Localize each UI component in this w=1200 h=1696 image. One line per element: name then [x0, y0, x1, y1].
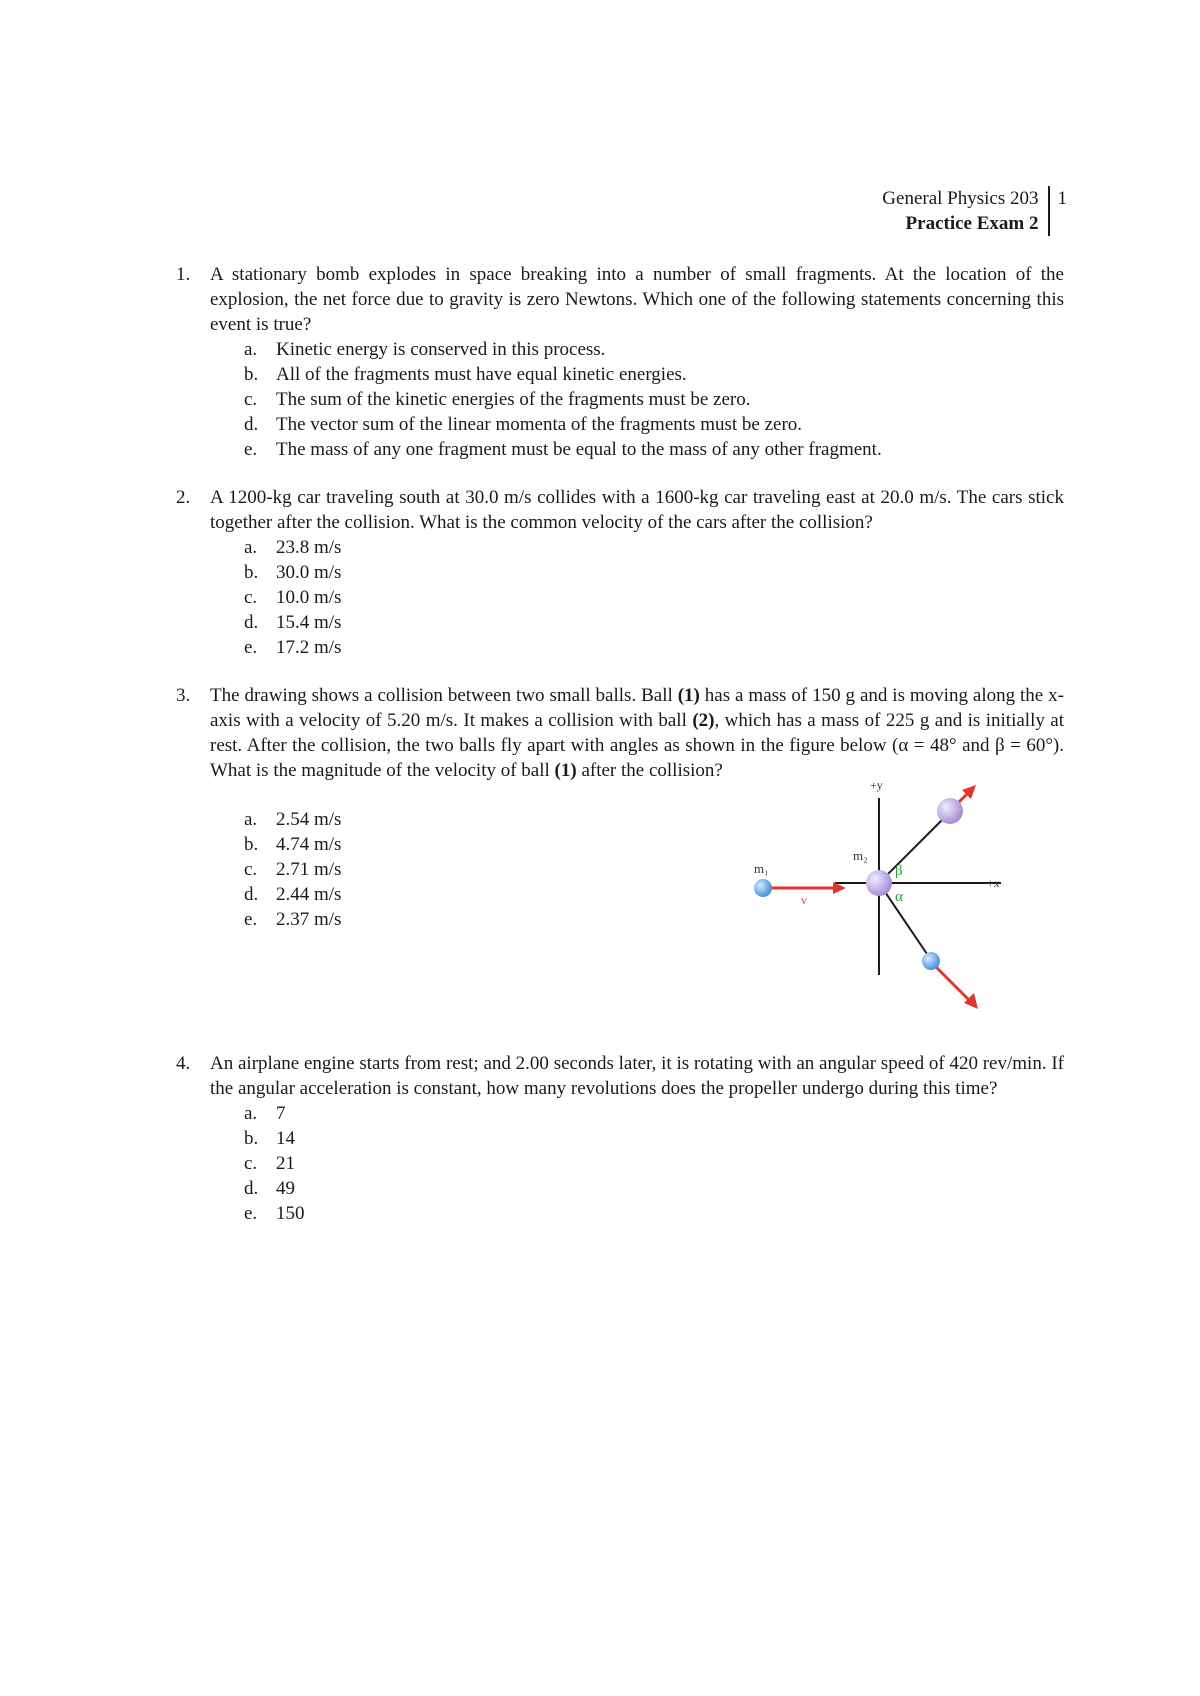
question-3-body — [210, 778, 1064, 1045]
option-letter: d. — [244, 884, 259, 905]
question-number: 1. — [176, 264, 191, 285]
option-text: The sum of the kinetic energies of the fragments must be zero. — [276, 389, 751, 410]
question-2 — [176, 485, 1064, 660]
option-a — [210, 807, 341, 832]
option-text: 7 — [276, 1103, 286, 1124]
option-c — [210, 387, 1064, 412]
label-v: v — [801, 893, 807, 907]
label-alpha: α — [895, 889, 903, 905]
answer-options — [210, 535, 1064, 660]
question-3 — [176, 683, 1064, 1045]
option-text: 150 — [276, 1203, 305, 1224]
question-number: 4. — [176, 1053, 191, 1074]
ball-1-ref: (1) — [554, 760, 577, 781]
answer-options — [210, 807, 341, 932]
ball-1-after — [922, 952, 940, 970]
option-e — [210, 635, 1064, 660]
option-letter: e. — [244, 439, 258, 460]
option-letter: a. — [244, 1103, 258, 1124]
collision-figure — [738, 765, 1028, 1027]
question-number: 2. — [176, 487, 191, 508]
option-text: 10.0 m/s — [276, 587, 342, 608]
question-text-part: after the collision? — [576, 760, 723, 781]
answer-options — [210, 337, 1064, 462]
page-header — [882, 186, 1067, 236]
ball-1-velocity-arrow — [936, 967, 978, 1009]
option-d — [210, 1176, 1064, 1201]
option-text: Kinetic energy is conserved in this process. — [276, 339, 606, 360]
label-m2: m₂ — [853, 848, 868, 863]
option-text: 4.74 m/s — [276, 834, 342, 855]
option-text: The vector sum of the linear momenta of the fragments must be zero. — [276, 414, 803, 435]
option-text: 2.37 m/s — [276, 909, 342, 930]
ball-m1 — [754, 879, 772, 897]
option-letter: e. — [244, 637, 258, 658]
option-e — [210, 437, 1064, 462]
option-text: 15.4 m/s — [276, 612, 342, 633]
option-text: 23.8 m/s — [276, 537, 342, 558]
option-letter: a. — [244, 537, 258, 558]
option-letter: d. — [244, 612, 259, 633]
label-plus-x: +x — [986, 876, 1000, 890]
option-letter: e. — [244, 909, 258, 930]
option-b — [210, 362, 1064, 387]
option-letter: c. — [244, 859, 258, 880]
option-text: 2.54 m/s — [276, 809, 342, 830]
option-text: 17.2 m/s — [276, 637, 342, 658]
incoming-velocity-arrow — [772, 882, 846, 894]
option-text: 21 — [276, 1153, 295, 1174]
ball-m2 — [866, 870, 892, 896]
label-beta: β — [895, 863, 903, 879]
option-b — [210, 832, 341, 857]
label-plus-y: +y — [870, 778, 883, 792]
ball-2-ref: (2) — [692, 710, 715, 731]
ball-2-after — [937, 798, 963, 824]
page-number: 1 — [1057, 188, 1067, 209]
course-title: General Physics 203 — [882, 188, 1039, 209]
option-text: 49 — [276, 1178, 295, 1199]
question-4 — [176, 1051, 1064, 1226]
option-letter: a. — [244, 809, 258, 830]
option-d — [210, 882, 341, 907]
option-letter: d. — [244, 1178, 259, 1199]
option-a — [210, 337, 1064, 362]
option-text: 30.0 m/s — [276, 562, 342, 583]
answer-options — [210, 1101, 1064, 1226]
option-letter: b. — [244, 834, 259, 855]
option-b — [210, 1126, 1064, 1151]
option-text: The mass of any one fragment must be equal to the mass of any other fragment. — [276, 439, 882, 460]
option-text: 14 — [276, 1128, 295, 1149]
option-d — [210, 412, 1064, 437]
question-1 — [176, 262, 1064, 462]
header-text — [882, 186, 1047, 236]
option-letter: e. — [244, 1203, 258, 1224]
option-letter: c. — [244, 587, 258, 608]
option-letter: c. — [244, 389, 258, 410]
option-a — [210, 1101, 1064, 1126]
option-a — [210, 535, 1064, 560]
question-text: An airplane engine starts from rest; and 2.00 seconds later, it is rotating with an angular speed of 420 rev/min. If the angular acceleration is constant, how many revolutions does the propeller undergo during this time? — [210, 1053, 1064, 1099]
ball-1-ref: (1) — [677, 685, 700, 706]
question-text-part: The drawing shows a collision between two small balls. Ball — [210, 685, 678, 706]
ball-2-path — [879, 820, 942, 883]
label-m1: m₁ — [754, 861, 769, 876]
option-letter: b. — [244, 364, 259, 385]
option-text: All of the fragments must have equal kinetic energies. — [276, 364, 687, 385]
question-list — [176, 262, 1064, 1226]
option-c — [210, 1151, 1064, 1176]
option-e — [210, 907, 341, 932]
option-b — [210, 560, 1064, 585]
option-c — [210, 857, 341, 882]
option-letter: b. — [244, 1128, 259, 1149]
question-text-part: has a mass of 150 g and is moving along the x-axis with a velocity of 5.20 m/s. It makes a collision with ball — [210, 685, 1064, 731]
option-letter: a. — [244, 339, 258, 360]
option-letter: b. — [244, 562, 259, 583]
option-text: 2.71 m/s — [276, 859, 342, 880]
question-text-part: , which has a mass of 225 g and is initially at rest. After the collision, the two balls fly apart with angles as shown in the figure below (α = 48° and β = 60°). What is the magnitude of the velocity of ball — [210, 710, 1064, 781]
question-number: 3. — [176, 685, 191, 706]
option-letter: d. — [244, 414, 259, 435]
question-text: A 1200-kg car traveling south at 30.0 m/s collides with a 1600-kg car traveling east at 20.0 m/s. The cars stick together after the collision. What is the common velocity of the cars after the collision? — [210, 487, 1064, 533]
exam-title: Practice Exam 2 — [905, 213, 1039, 234]
question-text: A stationary bomb explodes in space breaking into a number of small fragments. At the location of the explosion, the net force due to gravity is zero Newtons. Which one of the following statements concerning this event is true? — [210, 264, 1064, 335]
option-e — [210, 1201, 1064, 1226]
option-letter: c. — [244, 1153, 258, 1174]
option-text: 2.44 m/s — [276, 884, 342, 905]
option-d — [210, 610, 1064, 635]
option-c — [210, 585, 1064, 610]
